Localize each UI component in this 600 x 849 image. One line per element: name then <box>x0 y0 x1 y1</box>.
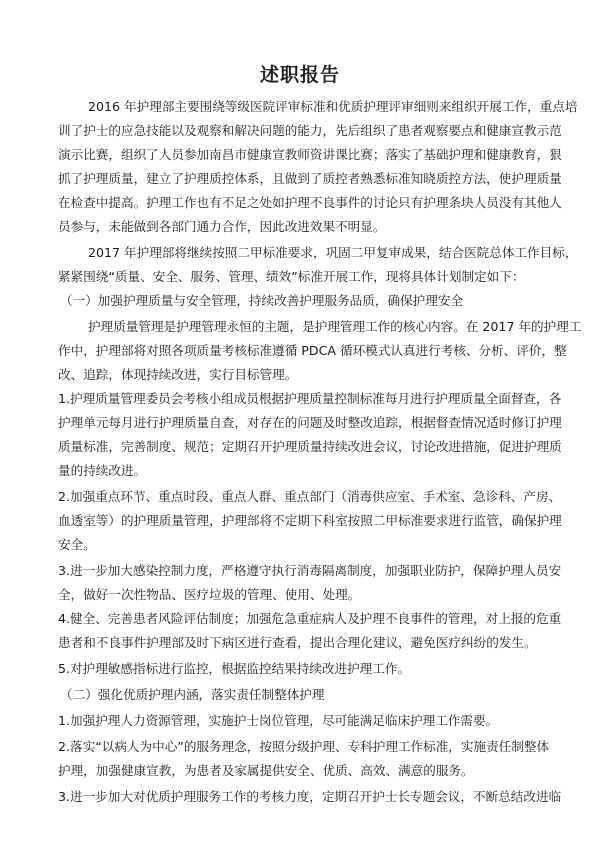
list-item-line: 患者和不良事件护理部及时下病区进行查看，提出合理化建议，避免医疗纠纷的发生。 <box>58 635 537 650</box>
list-item-line: 全，做好一次性物品、医疗垃圾的管理、使用、处理。 <box>58 587 361 602</box>
list-item-line: 安全。 <box>58 537 96 552</box>
paragraph-line: 演示比赛，组织了人员参加南昌市健康宣教师资讲课比赛；落实了基础护理和健康教育，狠 <box>58 147 562 162</box>
paragraph-line: 在检查中提高。护理工作也有不足之处如护理不良事件的讨论只有护理条块人员没有其他人 <box>58 195 562 210</box>
paragraph-line: 抓了护理质量，建立了护理质控体系，且做到了质控者熟悉标准知晓质控方法，使护理质量 <box>58 171 562 186</box>
paragraph-line: 训了护士的应急技能以及观察和解决问题的能力，先后组织了患者观察要点和健康宣教示范 <box>58 123 562 138</box>
list-item-line: 3.进一步加大感染控制力度，严格遵守执行消毒隔离制度，加强职业防护，保障护理人员安 <box>58 563 562 578</box>
section-heading: （一）加强护理质量与安全管理，持续改善护理服务品质，确保护理安全 <box>60 293 463 308</box>
list-item-line: 质量标准，完善制度、规范；定期召开护理质量持续改进会议，讨论改进措施，促进护理质 <box>58 439 562 454</box>
section-heading: （二）强化优质护理内涵，落实责任制整体护理 <box>60 687 325 702</box>
list-item-line: 3.进一步加大对优质护理服务工作的考核力度，定期召开护士长专题会议，不断总结改进临 <box>58 789 562 804</box>
list-item-line: 4.健全、完善患者风险评估制度；加强危急重症病人及护理不良事件的管理，对上报的危重 <box>58 611 562 626</box>
paragraph-line: 2016 年护理部主要围绕等级医院评审标准和优质护理评审细则来组织开展工作，重点培 <box>88 99 578 114</box>
list-item-line: 护理，加强健康宣教，为患者及家属提供安全、优质、高效、满意的服务。 <box>58 763 474 778</box>
paragraph-line: 护理质量管理是护理管理永恒的主题，是护理管理工作的核心内容。在 2017 年的护理工 <box>88 319 582 334</box>
paragraph-line: 紧紧围绕“质量、安全、服务、管理、绩效”标准开展工作，现将具体计划制定如下： <box>58 269 525 284</box>
list-item-line: 血透室等）的护理质量管理，护理部将不定期下科室按照二甲标准要求进行监管，确保护理 <box>58 513 562 528</box>
list-item-line: 5.对护理敏感指标进行监控，根据监控结果持续改进护理工作。 <box>58 661 411 676</box>
paragraph-line: 改、追踪，体现持续改进，实行目标管理。 <box>58 367 298 382</box>
list-item-line: 护理单元每月进行护理质量自查，对存在的问题及时整改追踪，根据督查情况适时修订护理 <box>58 415 562 430</box>
paragraph-line: 2017 年护理部将继续按照二甲标准要求，巩固二甲复审成果，结合医院总体工作目标， <box>88 245 578 260</box>
document-title: 述职报告 <box>259 64 340 86</box>
paragraph-line: 作中，护理部将对照各项质量考核标准遵循 PDCA 循环模式认真进行考核、分析、评价，整 <box>58 343 567 358</box>
list-item-line: 量的持续改进。 <box>58 463 147 478</box>
list-item-line: 2.加强重点环节、重点时段、重点人群、重点部门（消毒供应室、手术室、急诊科、产房、 <box>58 489 562 504</box>
paragraph-line: 员参与，未能做到各部门通力合作，因此改进效果不明显。 <box>58 219 386 234</box>
list-item-line: 2.落实“以病人为中心”的服务理念，按照分级护理、专科护理工作标准，实施责任制整体 <box>58 739 550 754</box>
list-item-line: 1.护理质量管理委员会考核小组成员根据护理质量控制标准每月进行护理质量全面督查，各 <box>58 391 562 406</box>
list-item-line: 1.加强护理人力资源管理，实施护士岗位管理，尽可能满足临床护理工作需要。 <box>58 713 499 728</box>
